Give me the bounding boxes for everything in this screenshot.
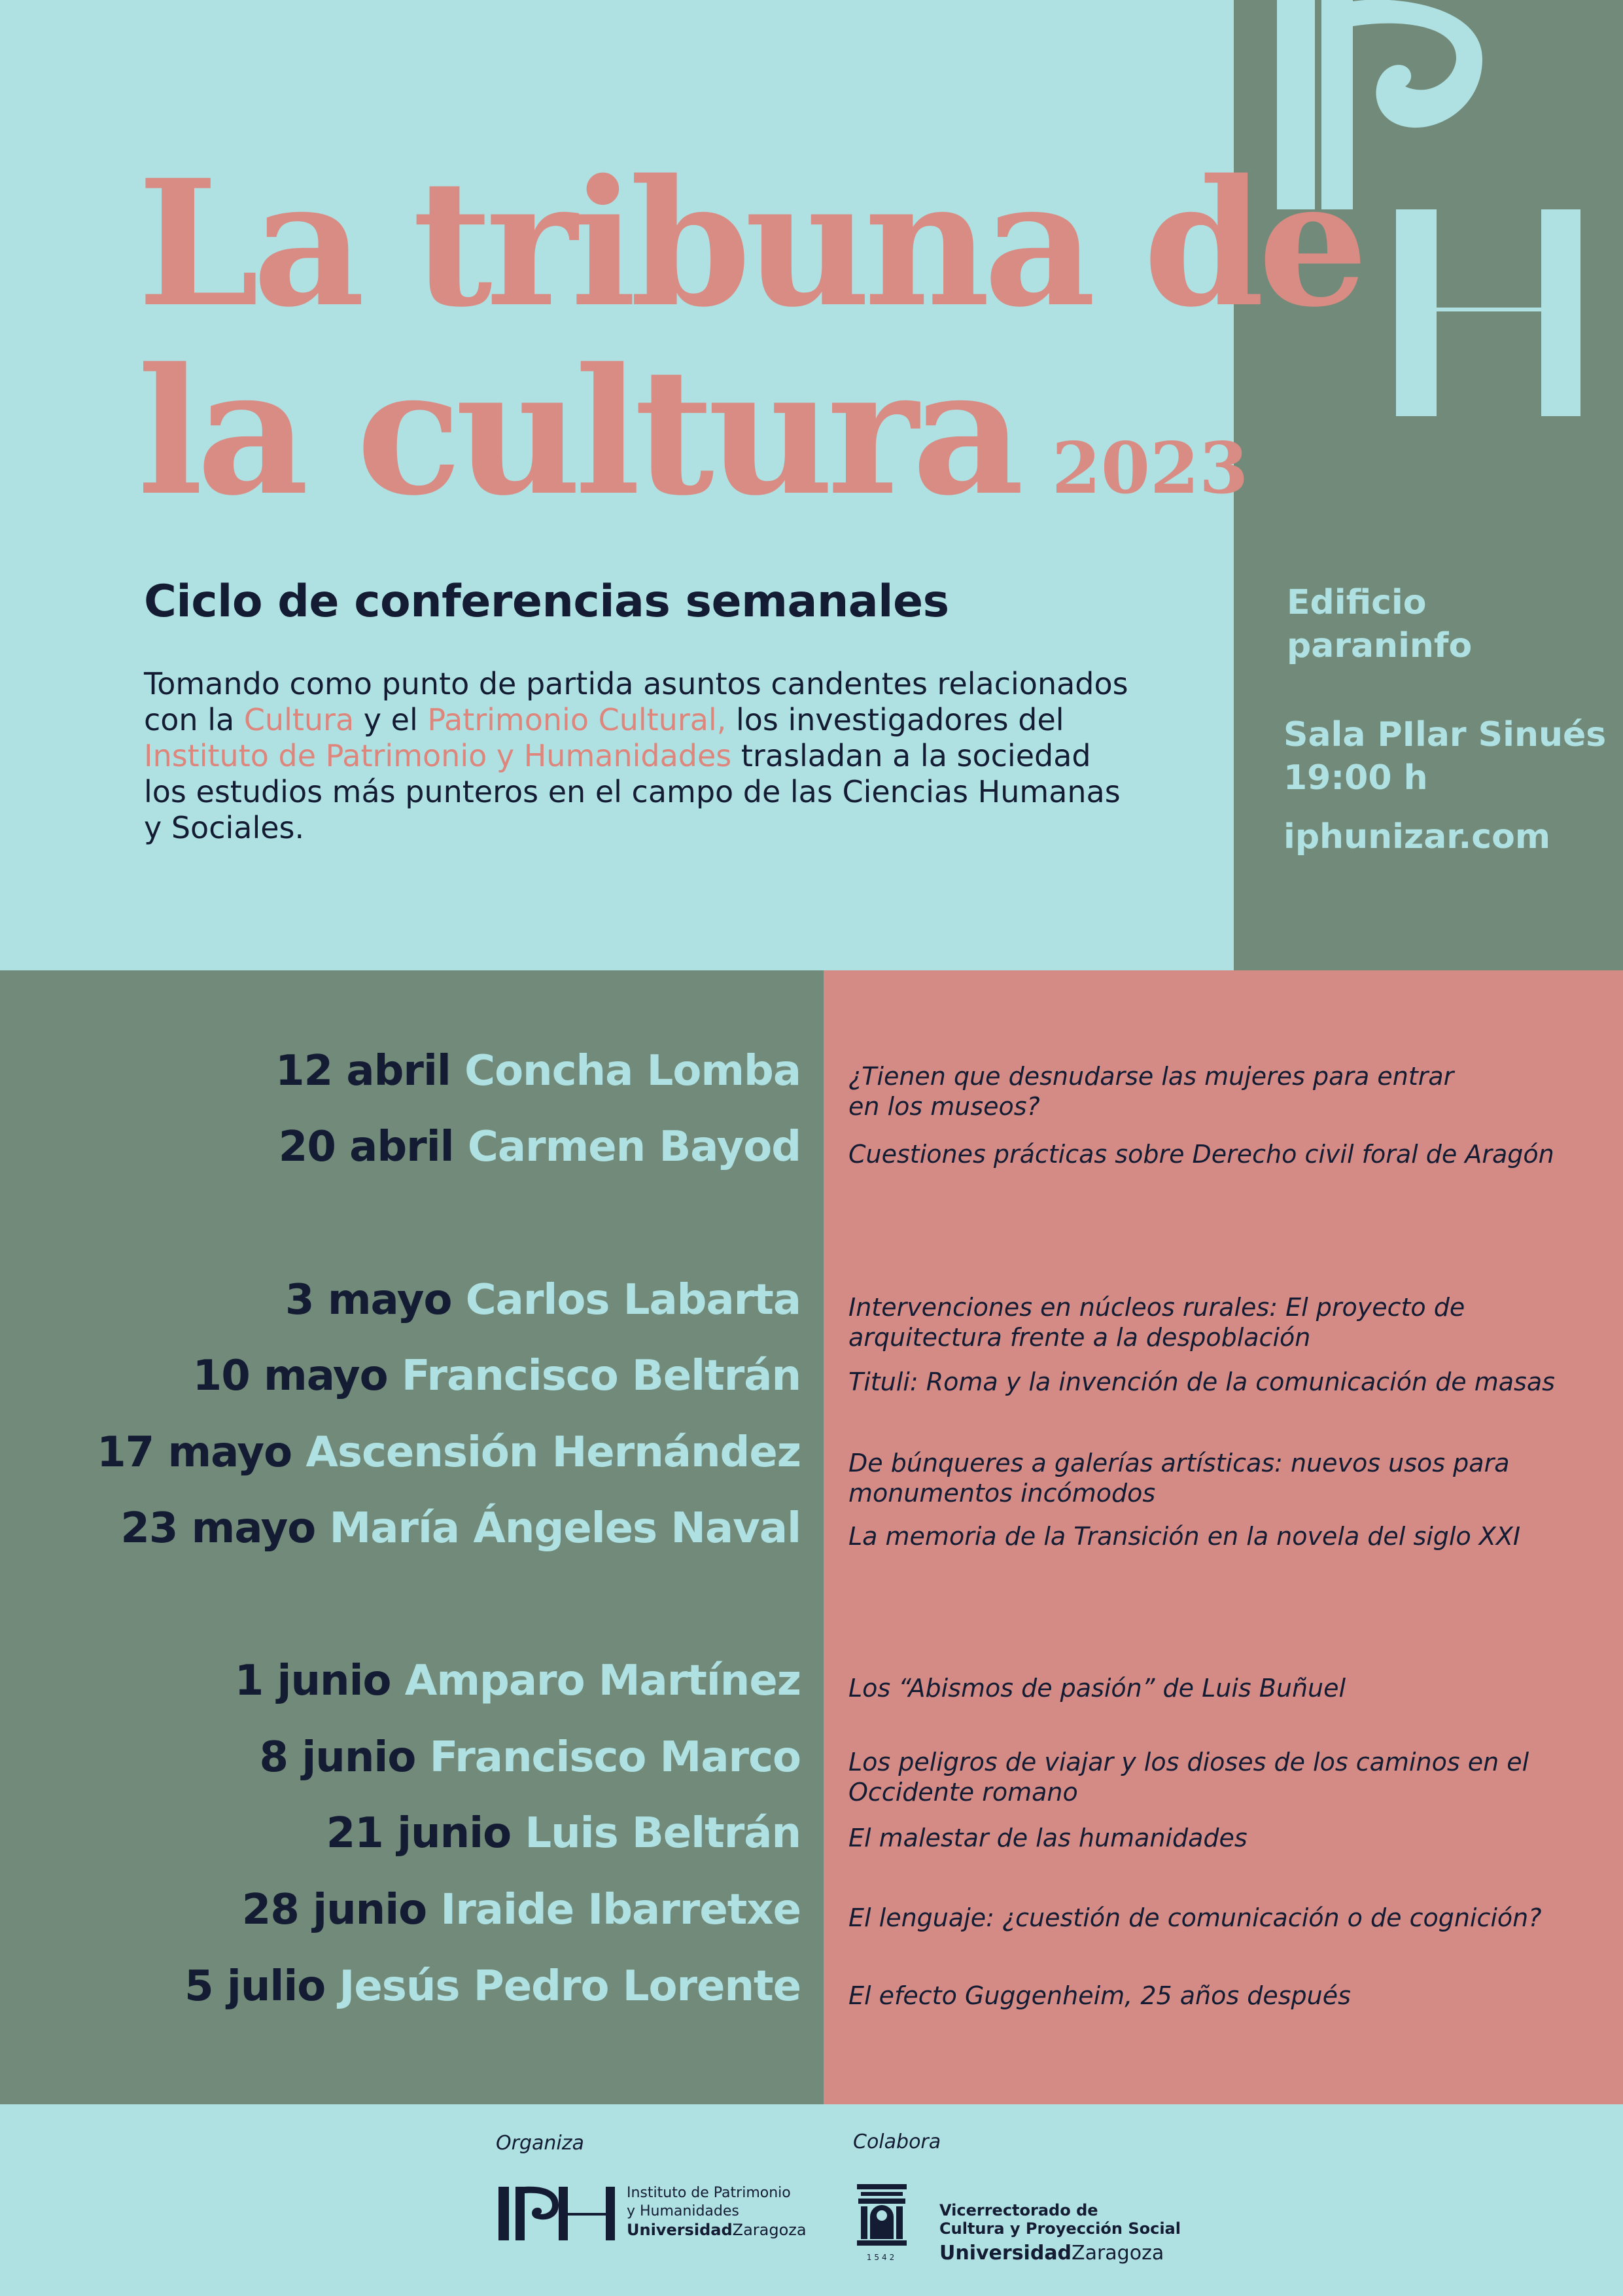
lecture-speaker: Jesús Pedro Lorente — [339, 1962, 801, 2011]
intro-highlight-patrimonio: Patrimonio Cultural, — [427, 702, 727, 737]
lecture-speaker-row — [235, 1657, 801, 1705]
university-brand-2 — [939, 2244, 1181, 2263]
lecture-speaker: María Ángeles Naval — [329, 1504, 801, 1553]
lecture-speaker-row — [260, 1733, 801, 1782]
lecture-date: 23 mayo — [120, 1504, 316, 1553]
page-title-line-1: La tribuna de — [137, 142, 1362, 345]
lecture-date: 5 julio — [184, 1962, 326, 2011]
lecture-speaker-row — [326, 1809, 801, 1858]
vr-line-2: Cultura y Proyección Social — [939, 2219, 1181, 2238]
iph-name-line-1: Instituto de Patrimonio — [627, 2185, 791, 2201]
lecture-speaker-row — [120, 1504, 801, 1553]
intro-paragraph — [144, 666, 1138, 846]
vr-line-1: Vicerrectorado de — [939, 2201, 1098, 2219]
lecture-title — [848, 1448, 1581, 1508]
lecture-speaker-row — [279, 1123, 801, 1171]
university-brand — [627, 2221, 807, 2239]
university-crest-icon — [854, 2183, 909, 2263]
lecture-speaker-row — [285, 1276, 801, 1324]
lecture-date: 8 junio — [259, 1733, 416, 1782]
lecture-speaker: Ascensión Hernández — [305, 1428, 801, 1477]
lecture-title-line: monumentos incómodos — [848, 1479, 1156, 1508]
page-title-line-2 — [137, 330, 1249, 534]
intro-text-2: y el — [354, 702, 428, 737]
lecture-title — [848, 1673, 1581, 1703]
intro-text-3: los investigadores del — [726, 702, 1064, 737]
lecture-title — [848, 1521, 1581, 1551]
lecture-date: 28 junio — [241, 1886, 427, 1934]
lecture-title — [848, 1367, 1581, 1397]
lecture-speaker-row — [275, 1047, 801, 1095]
lecture-title-line: ¿Tienen que desnudarse las mujeres para entrar — [848, 1062, 1454, 1091]
lecture-speaker-row — [193, 1352, 801, 1400]
lecture-speaker-row — [97, 1428, 801, 1477]
lecture-speaker: Amparo Martínez — [404, 1657, 801, 1705]
lecture-title-line: El malestar de las humanidades — [848, 1824, 1248, 1852]
intro-highlight-instituto: Instituto de Patrimonio y Humanidades — [144, 738, 732, 773]
lecture-speaker: Iraide Ibarretxe — [440, 1886, 801, 1934]
vicerrectorado-name — [939, 2201, 1181, 2263]
lecture-title — [848, 1823, 1581, 1853]
lecture-title-line: Los peligros de viajar y los dioses de los caminos en el — [848, 1748, 1529, 1776]
lecture-date: 12 abril — [275, 1047, 451, 1095]
lecture-date: 17 mayo — [97, 1428, 292, 1477]
room-name: Sala PIlar Sinués — [1283, 715, 1607, 754]
lecture-date: 21 junio — [326, 1809, 512, 1858]
colabora-label: Colabora — [853, 2130, 941, 2153]
lecture-title-line: La memoria de la Transición en la novela del siglo XXI — [848, 1522, 1521, 1551]
venue-line-2: paraninfo — [1287, 626, 1473, 665]
iph-small-logo-icon — [496, 2184, 620, 2243]
university-city: Zaragoza — [732, 2221, 807, 2239]
lecture-title-line: Intervenciones en núcleos rurales: El proyecto de — [848, 1293, 1465, 1322]
lecture-title — [848, 1981, 1581, 2011]
lecture-date: 3 mayo — [285, 1276, 452, 1324]
lecture-speaker: Carmen Bayod — [467, 1123, 801, 1171]
lecture-speaker: Luis Beltrán — [525, 1809, 801, 1858]
room-time — [1283, 713, 1606, 800]
lecture-speaker-row — [184, 1962, 801, 2011]
lecture-title — [848, 1139, 1581, 1169]
lecture-title-line: Occidente romano — [848, 1778, 1078, 1807]
lecture-title-line: arquitectura frente a la despoblación — [848, 1323, 1311, 1352]
lecture-title — [848, 1292, 1581, 1352]
lecture-date: 1 junio — [234, 1657, 391, 1705]
lecture-title-line: en los museos? — [848, 1092, 1040, 1121]
lecture-speaker: Francisco Marco — [429, 1733, 801, 1782]
iph-institution-name — [627, 2184, 807, 2239]
title-year: 2023 — [1051, 427, 1249, 510]
lecture-title-line: Los “Abismos de pasión” de Luis Buñuel — [848, 1674, 1346, 1703]
venue — [1287, 581, 1472, 667]
iph-name-line-2: y Humanidades — [627, 2203, 739, 2219]
crest-year: 1542 — [866, 2253, 898, 2262]
lecture-title — [848, 1903, 1581, 1933]
lecture-speaker: Concha Lomba — [464, 1047, 801, 1095]
lecture-speaker: Francisco Beltrán — [401, 1352, 801, 1400]
lecture-speaker-row — [242, 1886, 801, 1934]
intro-text-1: Tomando como punto de partida asuntos candentes relacionados con la — [144, 666, 1128, 737]
lecture-title — [848, 1061, 1581, 1122]
intro-highlight-cultura: Cultura — [243, 702, 355, 737]
university-bold-2: Universidad — [939, 2242, 1072, 2265]
lecture-title-line: De búnqueres a galerías artísticas: nuevos usos para — [848, 1449, 1510, 1477]
university-bold: Universidad — [627, 2221, 733, 2239]
lecture-speaker: Carlos Labarta — [465, 1276, 801, 1324]
website-link[interactable]: iphunizar.com — [1283, 817, 1551, 857]
lecture-date: 10 mayo — [192, 1352, 388, 1400]
lecture-title-line: El efecto Guggenheim, 25 años después — [848, 1981, 1351, 2010]
organiza-label: Organiza — [496, 2132, 584, 2155]
lecture-title-line: El lenguaje: ¿cuestión de comunicación o de cognición? — [848, 1903, 1542, 1932]
lecture-title-line: Tituli: Roma y la invención de la comunicación de masas — [848, 1368, 1555, 1396]
lecture-title-line: Cuestiones prácticas sobre Derecho civil foral de Aragón — [848, 1140, 1554, 1169]
university-city-2: Zaragoza — [1072, 2242, 1164, 2265]
lecture-date: 20 abril — [278, 1123, 454, 1171]
event-time: 19:00 h — [1283, 758, 1428, 798]
venue-line-1: Edificio — [1287, 583, 1427, 622]
subtitle: Ciclo de conferencias semanales — [144, 576, 949, 627]
lecture-title — [848, 1747, 1581, 1807]
page-title-cultura: la cultura — [137, 330, 1018, 534]
intro-text-4: trasladan a la sociedad los estudios más punteros en el campo de las Ciencias Humanas y Sociales. — [144, 738, 1121, 845]
